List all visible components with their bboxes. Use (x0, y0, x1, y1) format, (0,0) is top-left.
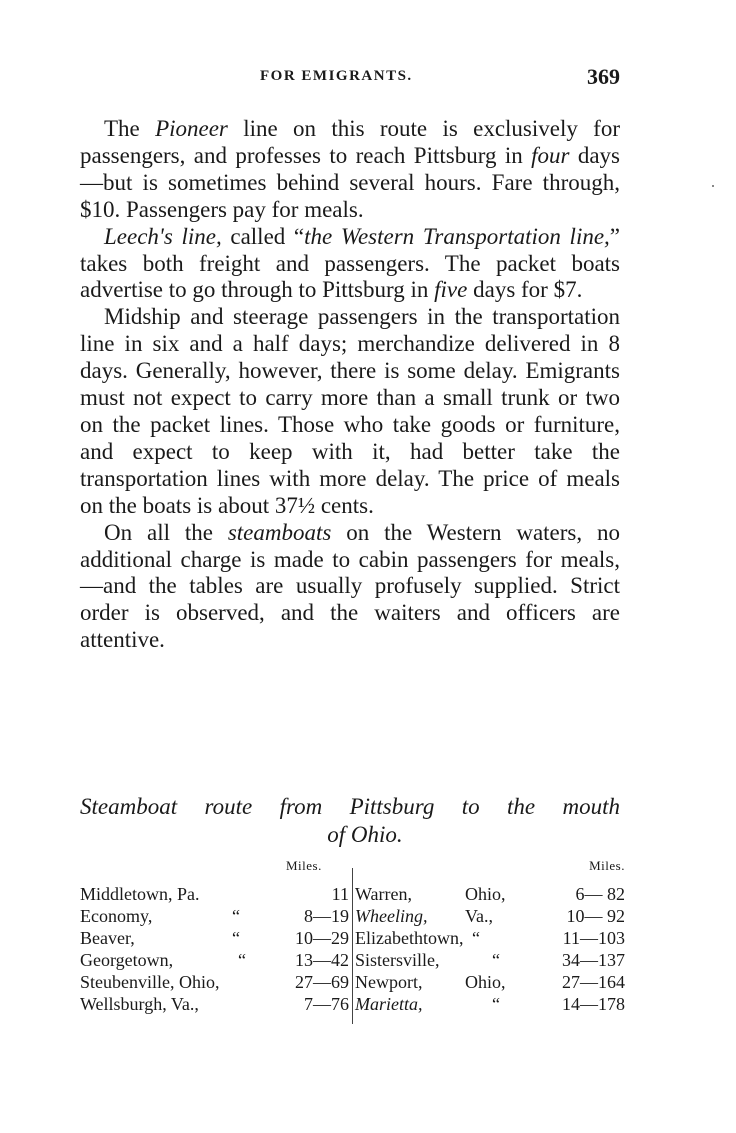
route-row (80, 972, 625, 994)
stop-state: “ (492, 994, 500, 1014)
stop-name: Economy, (80, 906, 153, 926)
text-segment: four (531, 142, 570, 168)
route-row (80, 994, 625, 1016)
stop-miles: 27—69 (295, 972, 349, 992)
stop-name: Wellsburgh, Va., (80, 994, 199, 1014)
stop-miles: 14—178 (562, 994, 625, 1014)
stop-name: Steubenville, Ohio, (80, 972, 220, 992)
stop-state: Va., (465, 906, 493, 926)
stop-miles: 11 (331, 884, 349, 904)
route-row (80, 950, 625, 972)
stop-name: Newport, (355, 972, 423, 992)
section-heading-line-1: Steamboat route from Pittsburg to the mouth (80, 794, 620, 819)
running-title: FOR EMIGRANTS. (260, 68, 413, 84)
stop-miles: 7—76 (304, 994, 349, 1014)
section-heading-line-2: of Ohio. (327, 822, 403, 847)
route-row (80, 928, 625, 950)
stop-name: Georgetown, (80, 950, 174, 970)
paragraph-leechs-line (80, 224, 620, 305)
paragraph-steamboats (80, 520, 620, 655)
stop-name: Wheeling, (355, 906, 428, 926)
page-number: 369 (587, 64, 620, 89)
stop-miles: 6— 82 (575, 884, 625, 904)
stop-name: Elizabethtown, (355, 928, 464, 948)
section-heading (80, 793, 620, 849)
text-segment: five (434, 277, 468, 303)
stop-state: Ohio, (465, 884, 506, 904)
text-segment: steamboats (227, 519, 332, 545)
body-text (80, 116, 620, 654)
text-segment: on the Western waters, no additional charge is made to cabin passengers for meals,—and the tables are usually profusely supplied. Strict order is observed, and the waiters and officers are attentive. (80, 519, 620, 653)
stop-name: Marietta, (355, 994, 423, 1014)
stop-miles: 13—42 (295, 950, 349, 970)
stop-state: “ (492, 950, 500, 970)
ditto-mark: “ (238, 950, 246, 970)
route-row (80, 884, 625, 906)
stop-miles: 8—19 (304, 906, 349, 926)
text-segment: Leech's line, (104, 223, 222, 249)
page-header (80, 64, 620, 94)
text-segment: line on this route is exclusively for passengers, and professes to reach Pittsburg in (80, 116, 620, 168)
ditto-mark: “ (232, 906, 240, 926)
stop-miles: 11—103 (562, 928, 625, 948)
stop-name: Warren, (355, 884, 413, 904)
route-row (80, 906, 625, 928)
text-segment: called “ (221, 223, 305, 249)
text-segment: days for $7. (467, 277, 583, 303)
text-segment: ” takes both freight and passengers. The packet boats advertise to go through to Pittsburg in (80, 223, 621, 303)
stop-miles: 27—164 (562, 972, 625, 992)
page-speck (712, 185, 714, 187)
stop-name: Middletown, Pa. (80, 884, 200, 904)
miles-header-left: Miles. (286, 858, 322, 873)
text-segment: The (104, 116, 156, 141)
text-segment: On all the (104, 519, 228, 545)
stop-name: Beaver, (80, 928, 135, 948)
stop-state: “ (472, 928, 480, 948)
stop-miles: 34—137 (562, 950, 625, 970)
ditto-mark: “ (232, 928, 240, 948)
stop-state: Ohio, (465, 972, 506, 992)
text-segment: days—but is sometimes behind several hours. Fare through, $10. Passengers pay for meals. (80, 142, 620, 222)
stop-name: Sistersville, (355, 950, 440, 970)
stop-miles: 10— 92 (566, 906, 625, 926)
stop-miles: 10—29 (295, 928, 349, 948)
text-segment: Midship and steerage passengers in the transportation line in six and a half days; merchandize delivered in 8 days. Generally, however, there is some delay. Emigrants must not expect to carry more than a small trunk or two on the packet lines. Those who take goods or furniture, and expect to keep with it, had better take the transportation lines with more delay. The price of meals on the boats is about 37½ cents. (80, 304, 620, 518)
paragraph-pioneer-line (80, 116, 620, 224)
paragraph-midship-steerage (80, 304, 620, 519)
text-segment: the Western Transportation line, (304, 223, 610, 249)
miles-header-right: Miles. (589, 858, 625, 873)
text-segment: Pioneer (155, 116, 228, 141)
